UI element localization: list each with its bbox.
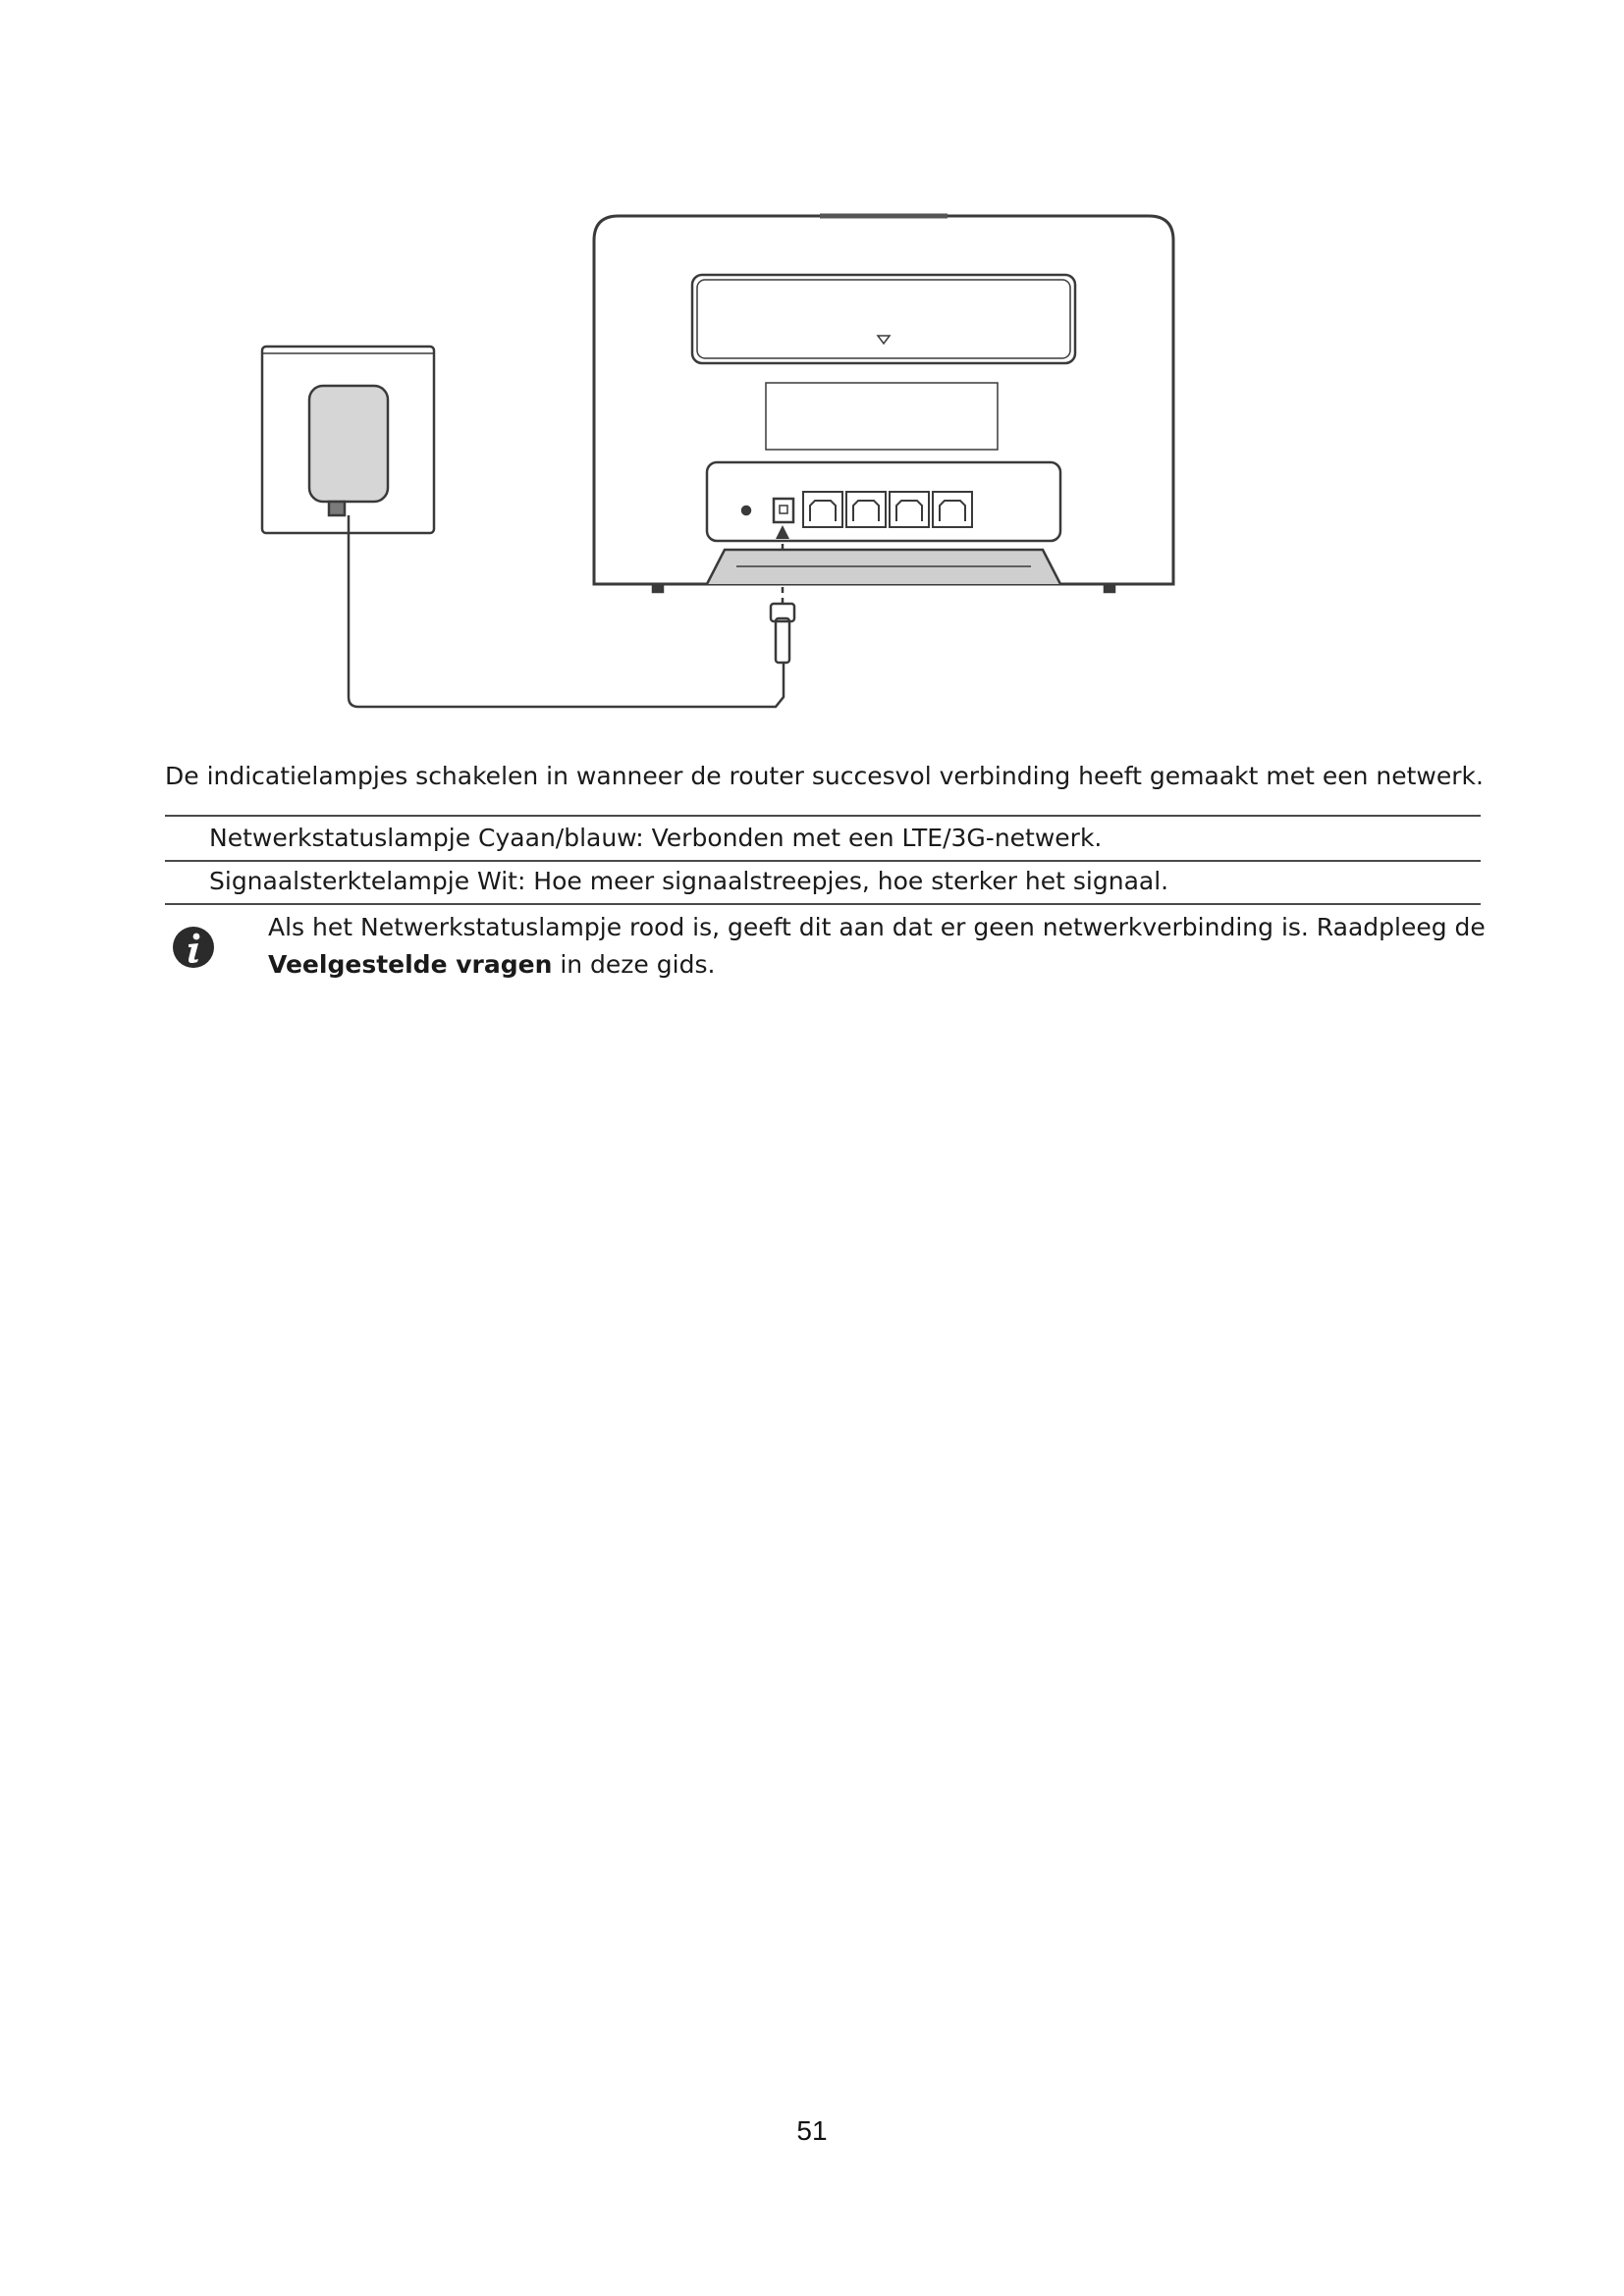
page-number: 51 (796, 2115, 828, 2146)
power-cable (349, 515, 784, 707)
note-text-before: Als het Netwerkstatuslampje rood is, geeft dit aan dat er geen netwerkverbinding is. Raadpleeg de (268, 913, 1486, 941)
intro-paragraph: De indicatielampjes schakelen in wanneer de router succesvol verbinding heeft gemaakt met een netwerk. (165, 762, 1484, 790)
lan-ports (803, 492, 972, 527)
power-plug (776, 618, 789, 663)
table-rule-top (165, 815, 1481, 817)
faq-reference: Veelgestelde vragen (268, 950, 553, 979)
indicator-row-signal-strength: Signaalsterktelampje Wit: Hoe meer signaalstreepjes, hoe sterker het signaal. (209, 867, 1169, 895)
router-power-adapter-illustration (245, 201, 1227, 731)
router-body (594, 216, 1173, 584)
power-adapter (309, 386, 388, 502)
table-rule-middle (165, 860, 1481, 862)
info-icon (172, 926, 215, 969)
note-text-after: in deze gids. (552, 950, 716, 979)
indicator-row-network-status: Netwerkstatuslampje Cyaan/blauw: Verbonden met een LTE/3G-netwerk. (209, 824, 1103, 852)
power-port (774, 499, 793, 522)
table-rule-bottom (165, 903, 1481, 905)
note-text (268, 909, 1486, 984)
